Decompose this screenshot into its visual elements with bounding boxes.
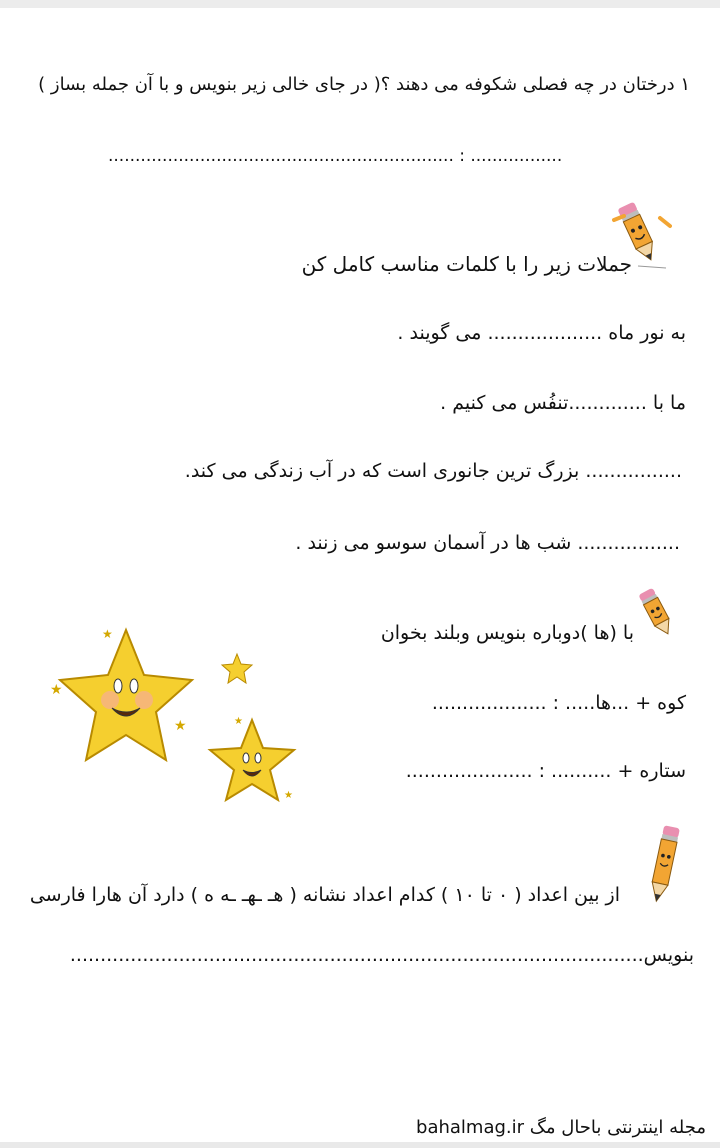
svg-text:★: ★ — [102, 627, 113, 641]
question-1-text: ۱ درختان در چه فصلی شکوفه می دهند ؟( در جای خالی زیر بنویس و با آن جمله بساز ) — [38, 74, 690, 95]
bottom-bar — [0, 1142, 720, 1148]
question-4-text: از بین اعداد ( ۰ تا ۱۰ ) کدام اعداد نشانه ( هـ ـهـ ـه ه ) دارد آن هارا فارسی — [29, 884, 620, 906]
sentence-2: ما با .............تنفُس می کنیم . — [440, 392, 686, 414]
top-bar — [0, 0, 720, 8]
sentence-1: به نور ماه ................... می گویند . — [397, 322, 686, 344]
section-3-item-2: ستاره + .......... : ..................... — [405, 760, 686, 782]
sentence-4: ................. شب ها در آسمان سوسو می زنند . — [295, 532, 680, 554]
pencil-icon — [632, 584, 684, 642]
section-3-item-1: کوه + ...ها..... : ................... — [431, 692, 686, 714]
svg-text:★: ★ — [50, 682, 63, 698]
question-4-answer-line: بنویس............................................................................................... — [69, 944, 694, 966]
svg-text:★: ★ — [234, 716, 243, 727]
star-icon — [200, 712, 304, 808]
pencil-icon — [644, 822, 684, 908]
star-icon — [46, 620, 206, 770]
svg-text:★: ★ — [174, 718, 187, 734]
section-3-title: با (ها )دوباره بنویس وبلند بخوان — [380, 622, 634, 644]
svg-text:★: ★ — [284, 790, 293, 801]
star-icon — [220, 652, 254, 686]
question-1-answer-line: ................................................................ : ................. — [108, 146, 563, 166]
footer-credit: مجله اینترنتی باحال مگ bahalmag.ir — [416, 1117, 706, 1138]
section-2-title: جملات زیر را با کلمات مناسب کامل کن — [301, 252, 632, 276]
sentence-3: ................ بزرگ ترین جانوری است که در آب زندگی می کند. — [184, 460, 682, 482]
